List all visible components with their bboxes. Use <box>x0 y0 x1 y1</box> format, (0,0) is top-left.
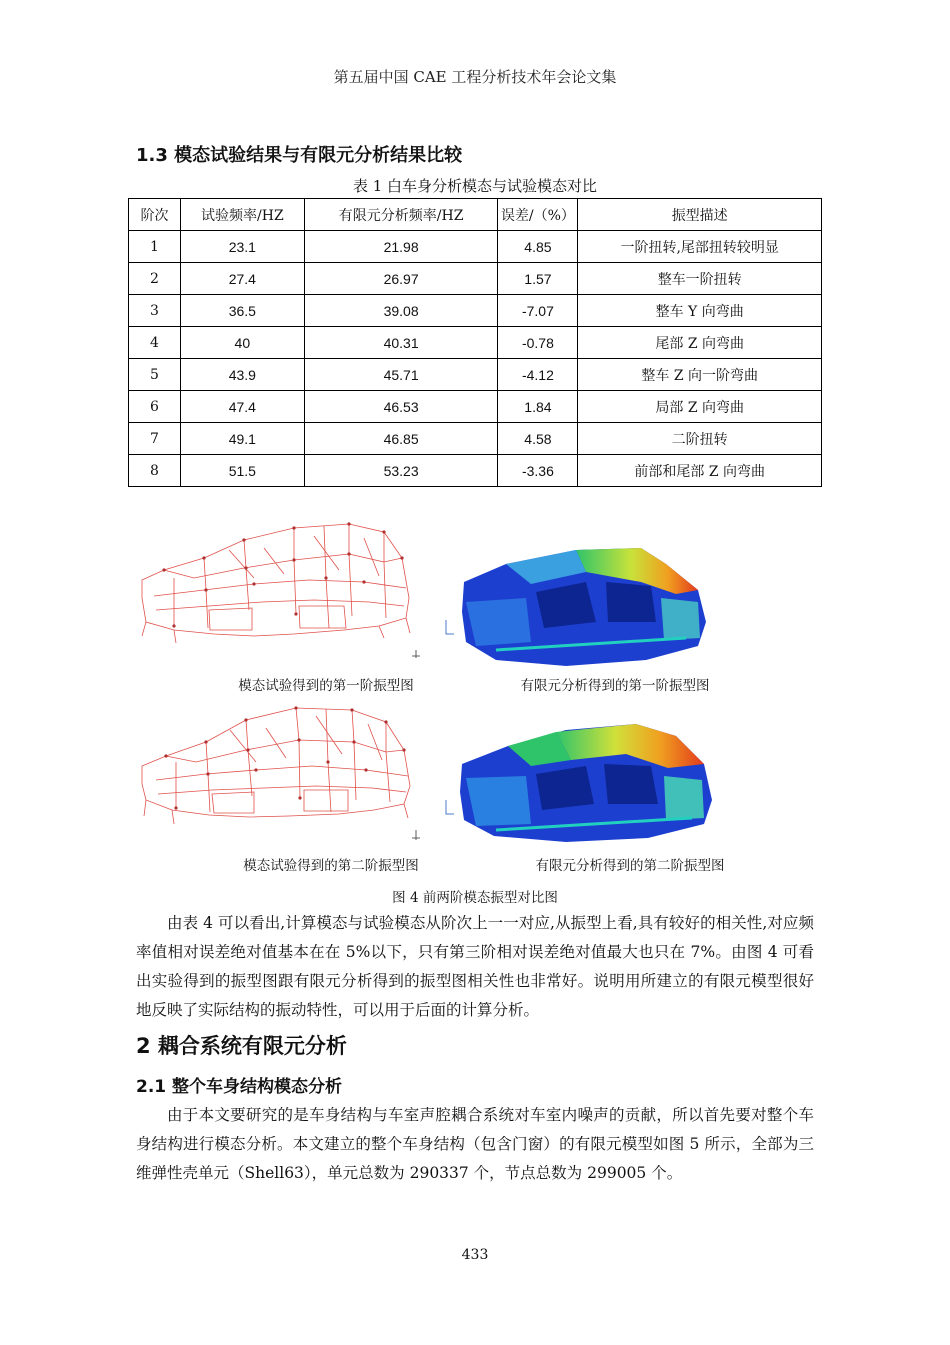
table-cell: 1 <box>129 231 181 263</box>
table-cell: -3.36 <box>498 455 578 487</box>
test-mode2-wireframe <box>134 700 424 845</box>
table-cell: 2 <box>129 263 181 295</box>
caption-fea-mode2: 有限元分析得到的第二阶振型图 <box>535 858 725 874</box>
table-cell: 8 <box>129 455 181 487</box>
caption-fea-mode1: 有限元分析得到的第一阶振型图 <box>520 678 710 694</box>
modal-comparison-table <box>128 198 822 487</box>
page-number: 433 <box>461 1247 489 1263</box>
table-cell: 3 <box>129 295 181 327</box>
table-cell: 二阶扭转 <box>578 423 822 455</box>
paragraph-text: 由表 4 可以看出,计算模态与试验模态从阶次上一一对应,从振型上看,具有较好的相关性,对应频率值相对误差绝对值基本在在 5%以下，只有第三阶相对误差绝对值最大也只在 7%。由图 4 可看出实验得到的振型图跟有限元分析得到的振型图相关性也非常好。说明用所建立的有限元模型很好地反映了实际结构的振动特性，可以用于后面的计算分析。 <box>136 914 814 1019</box>
table-cell: 4.58 <box>498 423 578 455</box>
table-cell: 1.84 <box>498 391 578 423</box>
table-cell: 一阶扭转,尾部扭转较明显 <box>578 231 822 263</box>
table-row <box>129 455 822 487</box>
table-cell: 45.71 <box>304 359 498 391</box>
figure-caption: 图 4 前两阶模态振型对比图 <box>392 890 558 906</box>
section-heading-2-1: 2.1 整个车身结构模态分析 <box>136 1077 343 1097</box>
table-cell: -4.12 <box>498 359 578 391</box>
table-cell: 40 <box>180 327 304 359</box>
paragraph-analysis <box>136 909 814 1025</box>
table-row <box>129 231 822 263</box>
fea-mode2-contour <box>436 720 718 848</box>
table-cell: -0.78 <box>498 327 578 359</box>
table-cell: 5 <box>129 359 181 391</box>
table-cell: 整车 Z 向一阶弯曲 <box>578 359 822 391</box>
table-cell: 前部和尾部 Z 向弯曲 <box>578 455 822 487</box>
table-cell: 39.08 <box>304 295 498 327</box>
table-cell: 49.1 <box>180 423 304 455</box>
table-cell: 整车一阶扭转 <box>578 263 822 295</box>
table-cell: 51.5 <box>180 455 304 487</box>
table-cell: 40.31 <box>304 327 498 359</box>
test-mode1-wireframe <box>134 518 424 663</box>
paragraph-modal-analysis <box>136 1101 814 1188</box>
table-cell: 局部 Z 向弯曲 <box>578 391 822 423</box>
table-header-row <box>129 199 822 231</box>
paragraph-text: 由于本文要研究的是车身结构与车室声腔耦合系统对车室内噪声的贡献，所以首先要对整个车身结构进行模态分析。本文建立的整个车身结构（包含门窗）的有限元模型如图 5 所示，全部为三维弹性壳单元（Shell63），单元总数为 290337 个，节点总数为 299005 个。 <box>136 1106 814 1182</box>
table-cell: 43.9 <box>180 359 304 391</box>
table-cell: 27.4 <box>180 263 304 295</box>
table-row <box>129 391 822 423</box>
col-header-mode-shape: 振型描述 <box>578 199 822 231</box>
section-heading-2: 2 耦合系统有限元分析 <box>136 1034 347 1058</box>
table-cell: 6 <box>129 391 181 423</box>
col-header-test-freq: 试验频率/HZ <box>180 199 304 231</box>
table-cell: 整车 Y 向弯曲 <box>578 295 822 327</box>
table-cell: 4 <box>129 327 181 359</box>
caption-test-mode2: 模态试验得到的第二阶振型图 <box>243 858 419 874</box>
table-cell: 尾部 Z 向弯曲 <box>578 327 822 359</box>
table-cell: 1.57 <box>498 263 578 295</box>
section-heading-1-3: 1.3 模态试验结果与有限元分析结果比较 <box>136 145 463 166</box>
table-cell: 21.98 <box>304 231 498 263</box>
table-row <box>129 327 822 359</box>
col-header-order: 阶次 <box>129 199 181 231</box>
table-cell: 4.85 <box>498 231 578 263</box>
table-row <box>129 295 822 327</box>
table-cell: 53.23 <box>304 455 498 487</box>
table-cell: 36.5 <box>180 295 304 327</box>
col-header-fea-freq: 有限元分析频率/HZ <box>304 199 498 231</box>
table-cell: 26.97 <box>304 263 498 295</box>
table-cell: 7 <box>129 423 181 455</box>
fea-mode1-contour <box>436 542 718 670</box>
col-header-error: 误差/（%） <box>498 199 578 231</box>
table-row <box>129 263 822 295</box>
caption-test-mode1: 模态试验得到的第一阶振型图 <box>238 678 414 694</box>
table-cell: 46.85 <box>304 423 498 455</box>
table-row <box>129 359 822 391</box>
table-caption: 表 1 白车身分析模态与试验模态对比 <box>352 177 598 195</box>
table-cell: 23.1 <box>180 231 304 263</box>
table-row <box>129 423 822 455</box>
table-cell: 46.53 <box>304 391 498 423</box>
table-cell: 47.4 <box>180 391 304 423</box>
running-header: 第五届中国 CAE 工程分析技术年会论文集 <box>333 68 617 86</box>
table-cell: -7.07 <box>498 295 578 327</box>
